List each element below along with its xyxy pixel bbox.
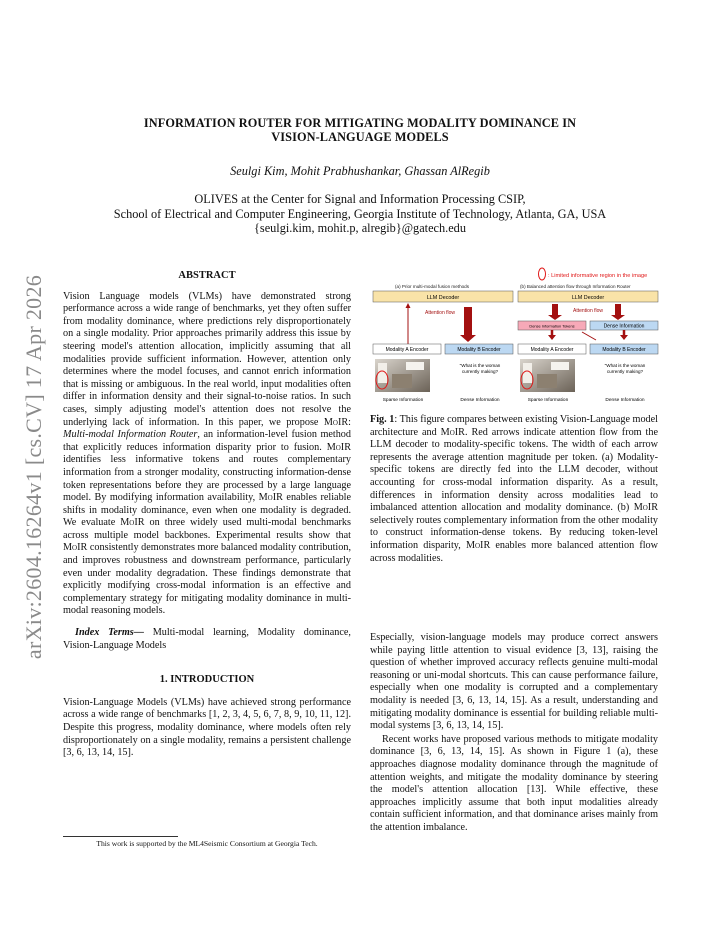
svg-text:Dense Information Tokens: Dense Information Tokens <box>529 323 575 329</box>
panel-a-encoder-b-label: Modality B Encoder <box>457 347 501 353</box>
abstract-text: Vision Language models (VLMs) have demonstrated strong performance across a wide range of benchmarks, yet they often suffer from modality dominance, where predictions rely disproportionately on a single modality. Prior approaches primarily address this issue by steering model's attention allocation, implicitly assuming that all modalities provide sufficient information. However, attention only determines where the model focuses, and cannot enrich information that is missing or ambiguous. In the real world, input modalities often differ in information density and their signal-to-noise ratios. In such cases, simply adjusting model's attention does not resolve the underlying lack of information. In this paper, we propose MoIR: Multi-modal Information Router, an information-level fusion method that explicitly reduces information disparity prior to fusion. MoIR identifies less informative tokens and routes complementary information from a stronger modality, constructing information-dense token representations before they are processed by a large language model. By modifying information availability, MoIR enables reliable shifts in modality dominance, even when one modality is degraded. We evaluate MoIR on three widely used multi-modal benchmarks across multiple model backbones. Experimental results show that MoIR consistently demonstrates more balanced modality contribution, and improves robustness and downstream performance, particularly even under modality degradation. These findings demonstrate that explicitly modifying cross-modal information is an effective and complementary strategy for mitigating modality dominance in multi-modal reasoning models. <box>63 290 352 617</box>
svg-text:"What is the woman: "What is the woman <box>459 363 501 368</box>
panel-b-sparse-label: Sparse Information <box>527 398 569 403</box>
figure-legend: : Limited informative region in the image <box>548 273 648 279</box>
index-terms: Index Terms— Multi-modal learning, Modality dominance, Vision-Language Models <box>63 627 351 651</box>
intro-paragraph-1: Vision-Language Models (VLMs) have achieved strong performance across a wide range of benchmarks [1, 2, 3, 4, 5, 6, 7, 8, 9, 10, 11, 12]. Despite this progress, modality dominance, where models often rely disproportionately on a single modality, remains a persistent challenge [3, 6, 13, 14, 15]. <box>63 696 351 759</box>
panel-b-arrow-left <box>552 304 558 315</box>
panel-b-decoder-label: LLM Decoder <box>571 294 605 301</box>
panel-a-thick-arrow <box>464 307 472 335</box>
panel-a-attention-label: Attention flow <box>424 310 456 316</box>
panel-a-sparse-label: Sparse Information <box>382 398 424 403</box>
figure-1 <box>370 266 660 406</box>
paper-title <box>90 116 630 144</box>
panel-b-encoder-b-label: Modality B Encoder <box>602 347 646 353</box>
title-line-1: INFORMATION ROUTER FOR MITIGATING MODALITY DOMINANCE IN <box>143 116 577 130</box>
figure-caption: Fig. 1: This figure compares between existing Vision-Language model architecture and MoIR. Red arrows indicate attention flow from the LLM decoder to modality-specific tokens. The width of each arrow represents the average attention magnitude per token. (a) Modality-specific tokens are directly fed into the LLM decoder, without accounting for cross-modal information disparity. As a result, differences in information density across modalities lead to imbalanced attention allocation and modality dominance. (b) MoIR selectively routes complementary information from the other modality to construct information-dense tokens. By reducing token-level information disparity, MoIR enables more balanced attention flow across modalities. <box>370 414 658 564</box>
abstract-heading: ABSTRACT <box>178 270 236 281</box>
intro-heading: 1. INTRODUCTION <box>159 674 255 686</box>
panel-b-attention-label: Attention flow <box>572 308 604 314</box>
panel-b-title: (b) Balanced attention flow through Information Router <box>520 284 631 289</box>
legend-circle-icon <box>539 268 546 280</box>
arxiv-stamp: arXiv:2604.16264v1 [cs.CV] 17 Apr 2026 <box>21 274 46 660</box>
footnote: This work is supported by the ML4Seismic Consortium at Georgia Tech. <box>96 839 318 848</box>
panel-b-arrow-right <box>615 304 621 315</box>
panel-a-dense-label: Dense Information <box>460 398 500 403</box>
footnote-rule <box>63 836 178 837</box>
panel-a-title: (a) Prior multi-modal fusion methods <box>395 284 470 289</box>
svg-text:currently making?: currently making? <box>606 369 644 374</box>
intro-continued <box>370 632 658 835</box>
panel-b-encoder-a-label: Modality A Encoder <box>530 347 574 353</box>
title-line-2: VISION-LANGUAGE MODELS <box>271 130 449 144</box>
svg-text:Dense Information: Dense Information <box>603 323 645 330</box>
intro-paragraph-2: Especially, vision-language models may produce correct answers while paying little attention to visual evidence [3, 13], raising the question of whether improved accuracy reflects genuine multi-modal reasoning or uni-modal shortcuts. This can cause performance failure, especially when one modality is corrupted and a complementary modality is needed [3, 6, 13, 14, 15]. As a result, understanding and mitigating modality dominance is essential for building reliable multi-modal systems [3, 6, 13, 14, 15]. <box>370 632 658 732</box>
panel-a-decoder-label: LLM Decoder <box>426 294 460 301</box>
abstract-section <box>63 270 351 760</box>
intro-paragraph-3: Recent works have proposed various methods to mitigate modality dominance [3, 6, 13, 14, 15]. As shown in Figure 1 (a), these approaches diagnose modality dominance through the magnitude of attention weights, and mitigate the modality dominance by steering the model's attention allocation [13]. While effective, these approaches implicitly assume that both input modalities already contain sufficient information, and that dominance arises mainly from the attention imbalance. <box>370 733 658 833</box>
affiliation: OLIVES at the Center for Signal and Information Processing CSIP, School of Electrical and Computer Engineering, Georgia Institute of Technology, Atlanta, GA, USA {seulgi.kim, mohit.p, alregib}@gatech.edu <box>113 192 607 235</box>
svg-text:"What is the woman: "What is the woman <box>604 363 646 368</box>
authors: Seulgi Kim, Mohit Prabhushankar, Ghassan AlRegib <box>230 164 490 178</box>
panel-a-encoder-a-label: Modality A Encoder <box>385 347 429 353</box>
svg-text:currently making?: currently making? <box>461 369 499 374</box>
panel-b-dense-label: Dense Information <box>605 398 645 403</box>
